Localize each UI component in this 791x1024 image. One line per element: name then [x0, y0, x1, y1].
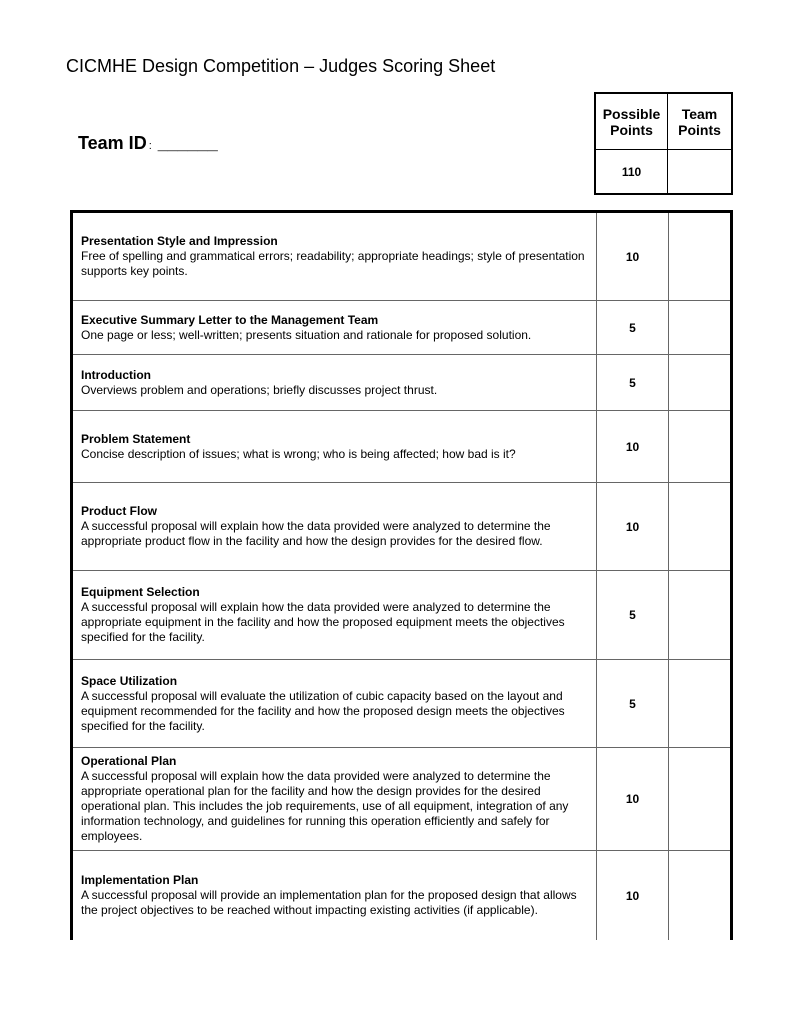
team-points-total[interactable] — [668, 150, 731, 193]
criterion-name: Problem Statement — [81, 431, 191, 446]
team-id-colon: : — [148, 140, 152, 152]
criterion-name: Presentation Style and Impression — [81, 234, 278, 248]
possible-points-cell: 10 — [596, 411, 669, 482]
criterion-name: Executive Summary Letter to the Management Team — [81, 312, 379, 327]
table-row — [73, 851, 730, 940]
criterion-name: Space Utilization — [81, 673, 178, 688]
team-points-cell[interactable] — [669, 355, 730, 410]
criterion-name: Implementation Plan — [81, 873, 199, 887]
table-row — [73, 483, 730, 571]
criterion-cell — [81, 571, 591, 659]
possible-points-cell: 5 — [596, 571, 669, 659]
possible-points-cell: 5 — [596, 301, 669, 354]
criterion-cell — [81, 411, 591, 482]
criterion-cell — [81, 748, 591, 850]
possible-points-cell: 10 — [596, 483, 669, 570]
criterion-cell — [81, 213, 591, 300]
possible-points-cell: 10 — [596, 748, 669, 850]
team-id-field[interactable] — [78, 133, 218, 154]
table-row — [73, 355, 730, 411]
criterion-cell — [81, 483, 591, 570]
scoring-table — [70, 210, 733, 940]
criterion-description: A successful proposal will explain how the data provided were analyzed to determine the appropriate equipment in the facility and how the proposed equipment meets the objectives specified for the facility. — [81, 600, 565, 644]
criterion-description: A successful proposal will provide an implementation plan for the proposed design that allows the project objectives to be reached without impacting existing activities (if applicable). — [81, 888, 577, 917]
team-points-cell[interactable] — [669, 411, 730, 482]
possible-points-header: Possible Points — [596, 94, 668, 150]
team-points-cell[interactable] — [669, 213, 730, 300]
team-points-cell[interactable] — [669, 660, 730, 747]
team-points-cell[interactable] — [669, 748, 730, 850]
table-row — [73, 301, 730, 355]
criterion-description: Overviews problem and operations; briefly discusses project thrust. — [81, 382, 438, 397]
possible-points-total: 110 — [596, 150, 668, 193]
table-row — [73, 571, 730, 660]
possible-points-cell: 10 — [596, 851, 669, 940]
team-points-header: Team Points — [668, 94, 731, 150]
criterion-name: Operational Plan — [81, 754, 177, 768]
table-row — [73, 213, 730, 301]
criterion-description: Free of spelling and grammatical errors; readability; appropriate headings; style of presentation supports key points. — [81, 249, 585, 278]
possible-points-cell: 5 — [596, 660, 669, 747]
page-title: CICMHE Design Competition – Judges Scoring Sheet — [66, 56, 496, 76]
criterion-description: A successful proposal will explain how the data provided were analyzed to determine the appropriate operational plan for the facility and how the design provides for the desired operational plan. This includes the job requirements, use of all equipment, integration of any information technology, and guidelines for running this operation efficiently and safely for employees. — [81, 769, 569, 843]
table-row — [73, 748, 730, 851]
criterion-name: Product Flow — [81, 504, 157, 518]
criterion-cell — [81, 355, 591, 410]
team-points-cell[interactable] — [669, 301, 730, 354]
criterion-cell — [81, 660, 591, 747]
criterion-description: A successful proposal will explain how the data provided were analyzed to determine the appropriate product flow in the facility and how the design provides for the desired flow. — [81, 519, 551, 548]
team-points-cell[interactable] — [669, 483, 730, 570]
criterion-cell — [81, 301, 591, 354]
criterion-name: Introduction — [81, 367, 151, 382]
team-points-cell[interactable] — [669, 851, 730, 940]
criterion-description: One page or less; well-written; presents situation and rationale for proposed solution. — [81, 327, 532, 342]
criterion-name: Equipment Selection — [81, 585, 200, 599]
possible-points-cell: 10 — [596, 213, 669, 300]
criterion-description: A successful proposal will evaluate the utilization of cubic capacity based on the layout and equipment recommended for the facility and how the proposed design meets the objectives specified for the facility. — [81, 688, 565, 733]
points-summary-table — [594, 92, 733, 195]
table-row — [73, 411, 730, 483]
team-points-cell[interactable] — [669, 571, 730, 659]
possible-points-cell: 5 — [596, 355, 669, 410]
table-row — [73, 660, 730, 748]
team-id-blank[interactable]: ______ — [157, 133, 218, 153]
team-id-label: Team ID — [78, 133, 147, 153]
criterion-description: Concise description of issues; what is wrong; who is being affected; how bad is it? — [81, 446, 516, 461]
criterion-cell — [81, 851, 591, 940]
